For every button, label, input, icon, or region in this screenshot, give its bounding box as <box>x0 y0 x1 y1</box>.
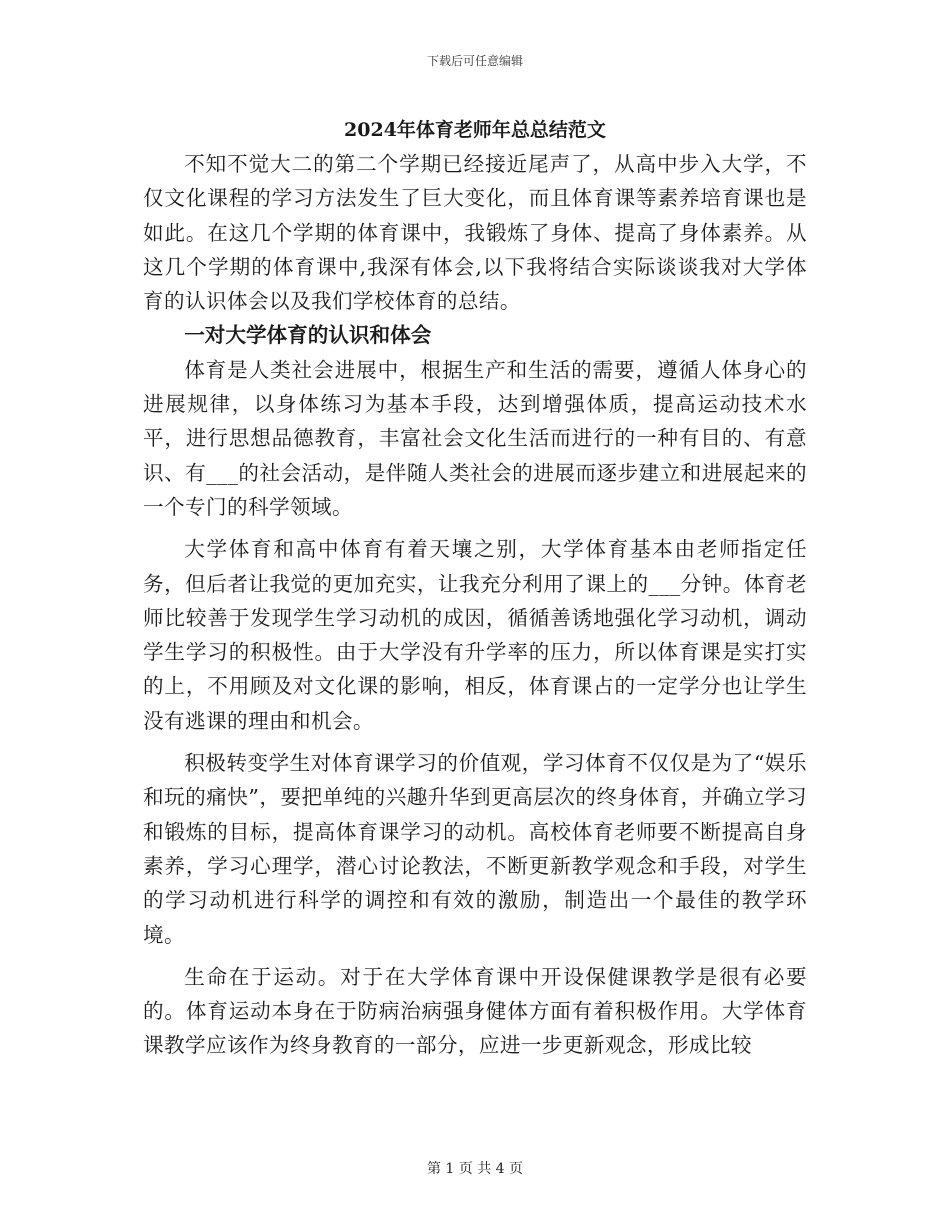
document-title: 2024年体育老师年总总结范文 <box>344 119 606 141</box>
section-heading: 一对大学体育的认识和体会 <box>184 323 432 348</box>
body-paragraph-4: 生命在于运动。对于在大学体育课中开设保健课教学是很有必要的。体育运动本身在于防病治病强身健体方面有着积极作用。大学体育课教学应该作为终身教育的一部分，应进一步更新观念，形成比较 <box>143 964 807 1058</box>
body-paragraph-1: 体育是人类社会进展中，根据生产和生活的需要，遵循人体身心的进展规律，以身体练习为基本手段，达到增强体质，提高运动技术水平，进行思想品德教育，丰富社会文化生活而进行的一种有目的、有意识、有___的社会活动，是伴随人类社会的进展而逐步建立和进展起来的一个专门的科学领域。 <box>143 357 807 519</box>
body-paragraph-2: 大学体育和高中体育有着天壤之别，大学体育基本由老师指定任务，但后者让我觉的更加充实，让我充分利用了课上的___分钟。体育老师比较善于发现学生学习动机的成因，循循善诱地强化学习动机，调动学生学习的积极性。由于大学没有升学率的压力，所以体育课是实打实的上，不用顾及对文化课的影响，相反，体育课占的一定学分也让学生没有逃课的理由和机会。 <box>143 537 807 733</box>
body-paragraph-3: 积极转变学生对体育课学习的价值观，学习体育不仅仅是为了“娱乐和玩的痛快”，要把单纯的兴趣升华到更高层次的终身体育，并确立学习和锻炼的目标，提高体育课学习的动机。高校体育老师要不断提高自身素养，学习心理学，潜心讨论教法，不断更新教学观念和手段，对学生的学习动机进行科学的调控和有效的激励，制造出一个最佳的教学环境。 <box>143 751 807 947</box>
page-header-note: 下载后可任意编辑 <box>426 54 523 68</box>
intro-paragraph: 不知不觉大二的第二个学期已经接近尾声了，从高中步入大学，不仅文化课程的学习方法发生了巨大变化，而且体育课等素养培育课也是如此。在这几个学期的体育课中，我锻炼了身体、提高了身体素养。从这几个学期的体育课中,我深有体会,以下我将结合实际谈谈我对大学体育的认识体会以及我们学校体育的总结。 <box>143 152 807 314</box>
page-number: 第 1 页 共 4 页 <box>426 1161 524 1177</box>
document-body <box>143 147 807 1063</box>
